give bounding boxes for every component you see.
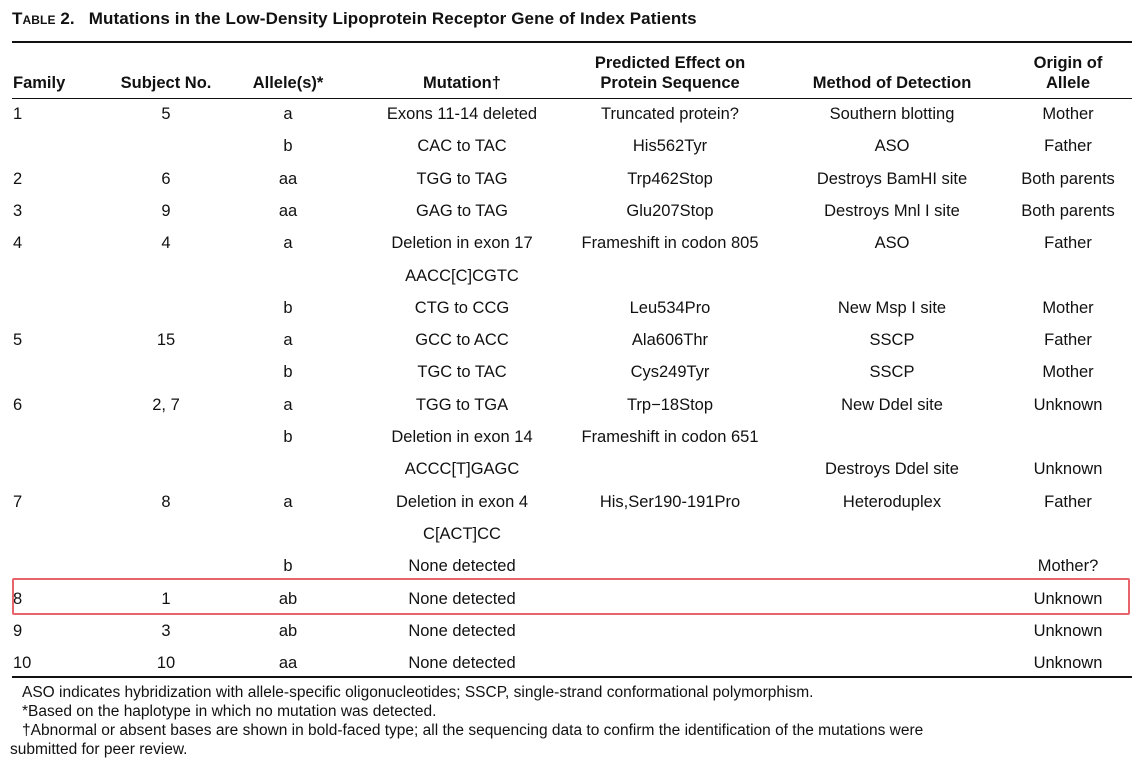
cell-origin: Unknown (1033, 460, 1103, 479)
cell-effect: Frameshift in codon 805 (581, 234, 759, 253)
cell-mutation: GCC to ACC (415, 331, 509, 350)
cell-effect: Truncated protein? (601, 105, 739, 123)
cell-origin: Mother (1042, 298, 1094, 317)
cell-method: Destroys Ddel site (825, 460, 959, 479)
cell-family: 4 (13, 234, 23, 253)
cell-mutation: Deletion in exon 4 (395, 492, 529, 511)
cell-allele: a (283, 105, 293, 123)
footnote-dagger-line2: submitted for peer review. (10, 741, 188, 758)
table-row (12, 615, 1132, 647)
cell-method: ASO (874, 137, 910, 156)
cell-method: Heteroduplex (842, 492, 942, 511)
cell-effect: His,Ser190-191Pro (599, 492, 741, 511)
cell-method: SSCP (869, 331, 915, 350)
header-method: Method of Detection (812, 74, 972, 92)
bottom-rule (12, 676, 1132, 678)
cell-mutation: None detected (408, 621, 516, 640)
cell-subject: 10 (156, 654, 176, 673)
cell-allele: b (283, 428, 293, 446)
table-row (12, 421, 1132, 453)
cell-effect: Glu207Stop (626, 201, 714, 220)
cell-subject: 5 (161, 105, 171, 123)
cell-allele: aa (278, 654, 298, 673)
table-label: Table 2. (12, 9, 75, 28)
cell-method: New Ddel site (841, 395, 943, 414)
cell-origin: Both parents (1021, 169, 1115, 188)
cell-family: 1 (13, 105, 23, 123)
table-row (12, 389, 1132, 421)
cell-subject: 15 (156, 331, 176, 350)
table-row (12, 292, 1132, 324)
cell-origin: Unknown (1033, 589, 1103, 608)
highlight-box (12, 578, 1130, 615)
cell-family: 7 (13, 492, 23, 511)
cell-subject: 4 (161, 234, 171, 253)
cell-origin: Father (1044, 137, 1092, 156)
cell-allele: b (283, 137, 293, 156)
cell-mutation: Exons 11-14 deleted (386, 105, 538, 123)
table-row (12, 98, 1132, 130)
table-row (12, 163, 1132, 195)
cell-family: 2 (13, 169, 23, 188)
cell-allele: aa (278, 169, 298, 188)
cell-subject: 3 (161, 621, 171, 640)
cell-effect: Trp462Stop (627, 169, 713, 188)
cell-family: 9 (13, 621, 23, 640)
cell-origin: Unknown (1033, 395, 1103, 414)
cell-method: ASO (874, 234, 910, 253)
cell-family: 10 (13, 654, 32, 673)
cell-family: 5 (13, 331, 23, 350)
cell-allele: a (283, 395, 293, 414)
cell-origin: Both parents (1021, 201, 1115, 220)
table-row (12, 356, 1132, 388)
cell-mutation: CTG to CCG (414, 298, 510, 317)
footnote-dagger-line1: †Abnormal or absent bases are shown in bold-faced type; all the sequencing data to confirm the identification of the mutations were (22, 722, 924, 739)
cell-mutation: C[ACT]CC (423, 524, 501, 543)
header-effect-line1: Predicted Effect on (594, 54, 746, 72)
cell-method: SSCP (869, 363, 915, 382)
table-row (12, 130, 1132, 162)
cell-allele: b (283, 298, 293, 317)
cell-subject: 6 (161, 169, 171, 188)
table-row (12, 647, 1132, 679)
cell-origin: Father (1044, 492, 1092, 511)
cell-mutation: None detected (408, 654, 516, 673)
cell-allele: a (283, 331, 293, 350)
cell-mutation: TGC to TAC (417, 363, 507, 382)
table-row (12, 195, 1132, 227)
cell-mutation: ACCC[T]GAGC (404, 460, 520, 479)
footnote-abbreviations: ASO indicates hybridization with allele-specific oligonucleotides; SSCP, single-strand conformational polymorphism. (22, 684, 814, 701)
table-row (12, 518, 1132, 550)
header-allele: Allele(s)* (252, 74, 324, 92)
table-row (12, 453, 1132, 485)
cell-subject: 1 (161, 589, 171, 608)
cell-subject: 8 (161, 492, 171, 511)
cell-effect: Cys249Tyr (630, 363, 710, 382)
cell-effect: Leu534Pro (629, 298, 711, 317)
table-row (12, 486, 1132, 518)
cell-allele: aa (278, 201, 298, 220)
header-subject: Subject No. (120, 74, 212, 92)
cell-effect: Frameshift in codon 651 (581, 428, 759, 446)
header-effect-line2: Protein Sequence (600, 74, 740, 92)
cell-effect: Ala606Thr (631, 331, 709, 350)
cell-mutation: Deletion in exon 17 (391, 234, 533, 253)
cell-allele: b (283, 557, 293, 576)
cell-method: Destroys Mnl I site (824, 201, 960, 220)
cell-method: Southern blotting (829, 105, 955, 123)
cell-mutation: AACC[C]CGTC (405, 266, 519, 285)
table-row (12, 324, 1132, 356)
cell-origin: Mother? (1037, 557, 1099, 576)
cell-mutation: CAC to TAC (417, 137, 507, 156)
cell-allele: a (283, 234, 293, 253)
cell-origin: Mother (1042, 105, 1094, 123)
cell-method: New Msp I site (837, 298, 947, 317)
cell-family: 6 (13, 395, 23, 414)
cell-origin: Unknown (1033, 654, 1103, 673)
table-footnotes (10, 683, 1132, 759)
cell-origin: Unknown (1033, 621, 1103, 640)
header-origin-line1: Origin of (1033, 54, 1103, 72)
cell-effect: His562Tyr (632, 137, 708, 156)
cell-allele: b (283, 363, 293, 382)
cell-subject: 9 (161, 201, 171, 220)
header-origin-line2: Allele (1045, 74, 1091, 92)
cell-origin: Mother (1042, 363, 1094, 382)
cell-origin: Father (1044, 234, 1092, 253)
cell-mutation: TGG to TGA (415, 395, 509, 414)
footnote-star: *Based on the haplotype in which no mutation was detected. (22, 703, 437, 720)
cell-allele: ab (278, 589, 298, 608)
cell-method: Destroys BamHI site (816, 169, 968, 188)
header-effect (560, 53, 780, 93)
cell-mutation: None detected (408, 557, 516, 576)
cell-mutation: Deletion in exon 14 (391, 428, 533, 446)
table-row (12, 227, 1132, 259)
top-rule (12, 41, 1132, 43)
header-family: Family (13, 74, 66, 92)
cell-allele: a (283, 492, 293, 511)
cell-mutation: GAG to TAG (416, 201, 508, 220)
cell-family: 3 (13, 201, 23, 220)
table-title: Mutations in the Low-Density Lipoprotein Receptor Gene of Index Patients (88, 9, 697, 28)
cell-family: 8 (13, 589, 23, 608)
header-origin (1008, 53, 1128, 93)
cell-mutation: None detected (408, 589, 516, 608)
table-caption (12, 9, 697, 29)
cell-subject: 2, 7 (152, 395, 180, 414)
cell-mutation: TGG to TAG (416, 169, 508, 188)
header-mutation: Mutation† (423, 74, 501, 92)
table-row (12, 260, 1132, 292)
cell-allele: ab (278, 621, 298, 640)
cell-effect: Trp−18Stop (626, 395, 714, 414)
cell-origin: Father (1044, 331, 1092, 350)
